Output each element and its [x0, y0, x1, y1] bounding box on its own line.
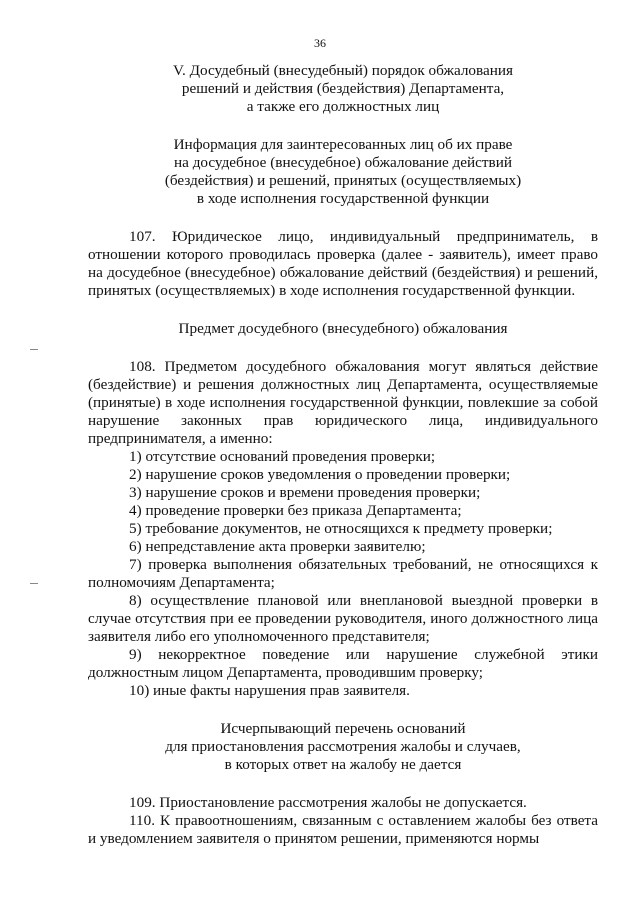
section-title-line: решений и действия (бездействия) Департамента, [181, 80, 505, 97]
document-body [88, 62, 598, 848]
subject-title [88, 320, 598, 338]
grounds-title-line: в которых ответ на жалобу не дается [224, 756, 462, 773]
margin-mark [30, 583, 38, 584]
list-item: 10) иные факты нарушения прав заявителя. [129, 682, 410, 699]
list-item: 8) осуществление плановой или внеплановой выездной проверки в случае отсутствия при ее проведении руководителя, иного должностного лица заявителя либо его уполномоченного представителя; [88, 592, 598, 645]
grounds-title [88, 720, 598, 774]
margin-mark [30, 349, 38, 350]
list-item: 5) требование документов, не относящихся к предмету проверки; [129, 520, 553, 537]
section-title-line: а также его должностных лиц [246, 98, 440, 115]
grounds-title-line: для приостановления рассмотрения жалобы и случаев, [165, 738, 521, 755]
grounds-title-line: Исчерпывающий перечень оснований [220, 720, 466, 737]
list-item: 1) отсутствие оснований проведения проверки; [129, 448, 436, 465]
info-title-line: Информация для заинтересованных лиц об их праве [173, 136, 513, 153]
info-title [88, 136, 598, 208]
list-item: 4) проведение проверки без приказа Департамента; [129, 502, 462, 519]
section-title-line: V. Досудебный (внесудебный) порядок обжалования [173, 62, 513, 79]
subject-title-line: Предмет досудебного (внесудебного) обжалования [178, 320, 508, 337]
list-item: 2) нарушение сроков уведомления о проведении проверки; [129, 466, 511, 483]
list-item: 7) проверка выполнения обязательных требований, не относящихся к полномочиям Департамента; [88, 556, 598, 591]
list-item: 3) нарушение сроков и времени проведения проверки; [129, 484, 481, 501]
paragraph-109: 109. Приостановление рассмотрения жалобы не допускается. [129, 794, 527, 811]
paragraph-110: 110. К правоотношениям, связанным с оставлением жалобы без ответа и уведомлением заявителя о принятом решении, применяются нормы [88, 812, 598, 847]
paragraph-108: 108. Предметом досудебного обжалования могут являться действие (бездействие) и решения должностных лиц Департамента, осуществляемые (принятые) в ходе исполнения государственной функции, повлекшие за собой нарушение законных прав юридического лица, индивидуального предпринимателя, а именно: [88, 358, 598, 447]
paragraph-107: 107. Юридическое лицо, индивидуальный предприниматель, в отношении которого проводилась проверка (далее - заявитель), имеет право на досудебное (внесудебное) обжалование действий (бездействия) и решений, принятых (осуществляемых) в ходе исполнения государственной функции. [88, 228, 598, 299]
list-item: 6) непредставление акта проверки заявителю; [129, 538, 426, 555]
page-number: 36 [314, 36, 326, 50]
section-title [88, 62, 598, 116]
info-title-line: (бездействия) и решений, принятых (осуществляемых) [164, 172, 522, 189]
info-title-line: на досудебное (внесудебное) обжалование действий [174, 154, 512, 171]
info-title-line: в ходе исполнения государственной функции [196, 190, 490, 207]
list-item: 9) некорректное поведение или нарушение служебной этики должностным лицом Департамента, проводившим проверку; [88, 646, 598, 681]
